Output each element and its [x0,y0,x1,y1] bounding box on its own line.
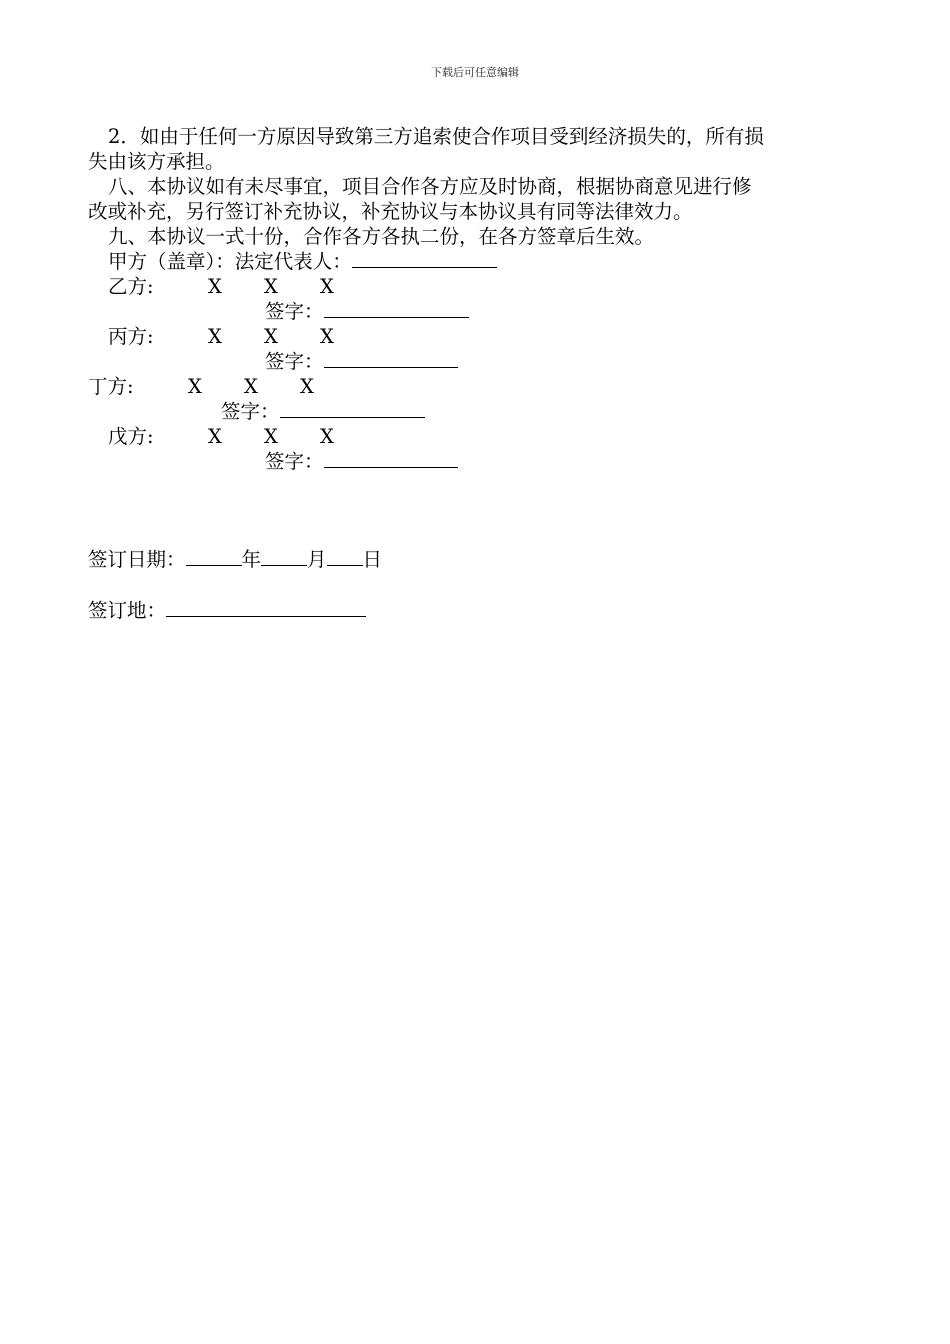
legal-rep-blank[interactable] [352,249,497,268]
party-x: X [264,325,278,348]
sign-blank[interactable] [324,349,458,368]
clause-8-line-2: 改或补充，另行签订补充协议，补充协议与本协议具有同等法律效力。 [88,200,693,223]
party-ding [88,374,356,400]
signing-place-label: 签订地： [88,599,167,622]
party-x: X [320,275,334,298]
sign-label: 签字： [221,400,280,423]
party-wu [108,424,376,450]
party-yi-sign [265,299,469,325]
party-x: X [208,325,222,348]
sign-label: 签字： [265,350,324,373]
sign-label: 签字： [265,450,324,473]
party-ding-label: 丁方: [88,375,134,398]
party-yi-label: 乙方: [108,275,154,298]
year-blank[interactable] [186,547,242,566]
party-bing-label: 丙方: [108,325,154,348]
signing-place [88,598,366,624]
sign-label: 签字： [265,300,324,323]
party-yi [108,274,376,300]
party-jia-label: 甲方（盖章）：法定代表人： [108,250,352,273]
sign-blank[interactable] [324,449,458,468]
month-label: 月 [307,548,327,571]
clause-8-line-1: 八、本协议如有未尽事宜，项目合作各方应及时协商，根据协商意见进行修 [108,175,752,198]
party-x: X [208,425,222,448]
party-x: X [264,275,278,298]
signing-date-label: 签订日期： [88,548,186,571]
day-label: 日 [362,548,383,571]
party-x: X [320,325,334,348]
party-x: X [300,375,314,398]
page-header: 下载后可任意编辑 [431,66,519,79]
party-jia [108,249,497,275]
party-x: X [264,425,278,448]
clause-2-line-1: 2．如由于任何一方原因导致第三方追索使合作项目受到经济损失的，所有损 [108,125,764,148]
party-ding-sign [221,399,425,425]
signing-date [88,547,382,573]
party-wu-label: 戊方: [108,425,154,448]
party-bing [108,324,376,350]
clause-2-line-2: 失由该方承担。 [88,150,225,173]
clause-9: 九、本协议一式十份，合作各方各执二份，在各方签章后生效。 [108,225,655,248]
sign-blank[interactable] [280,399,425,418]
month-blank[interactable] [261,547,307,566]
party-wu-sign [265,449,458,475]
day-blank[interactable] [327,547,363,566]
party-bing-sign [265,349,458,375]
place-blank[interactable] [166,598,366,617]
party-x: X [188,375,202,398]
year-label: 年 [241,548,262,571]
party-x: X [244,375,258,398]
party-x: X [208,275,222,298]
party-x: X [320,425,334,448]
sign-blank[interactable] [324,299,469,318]
